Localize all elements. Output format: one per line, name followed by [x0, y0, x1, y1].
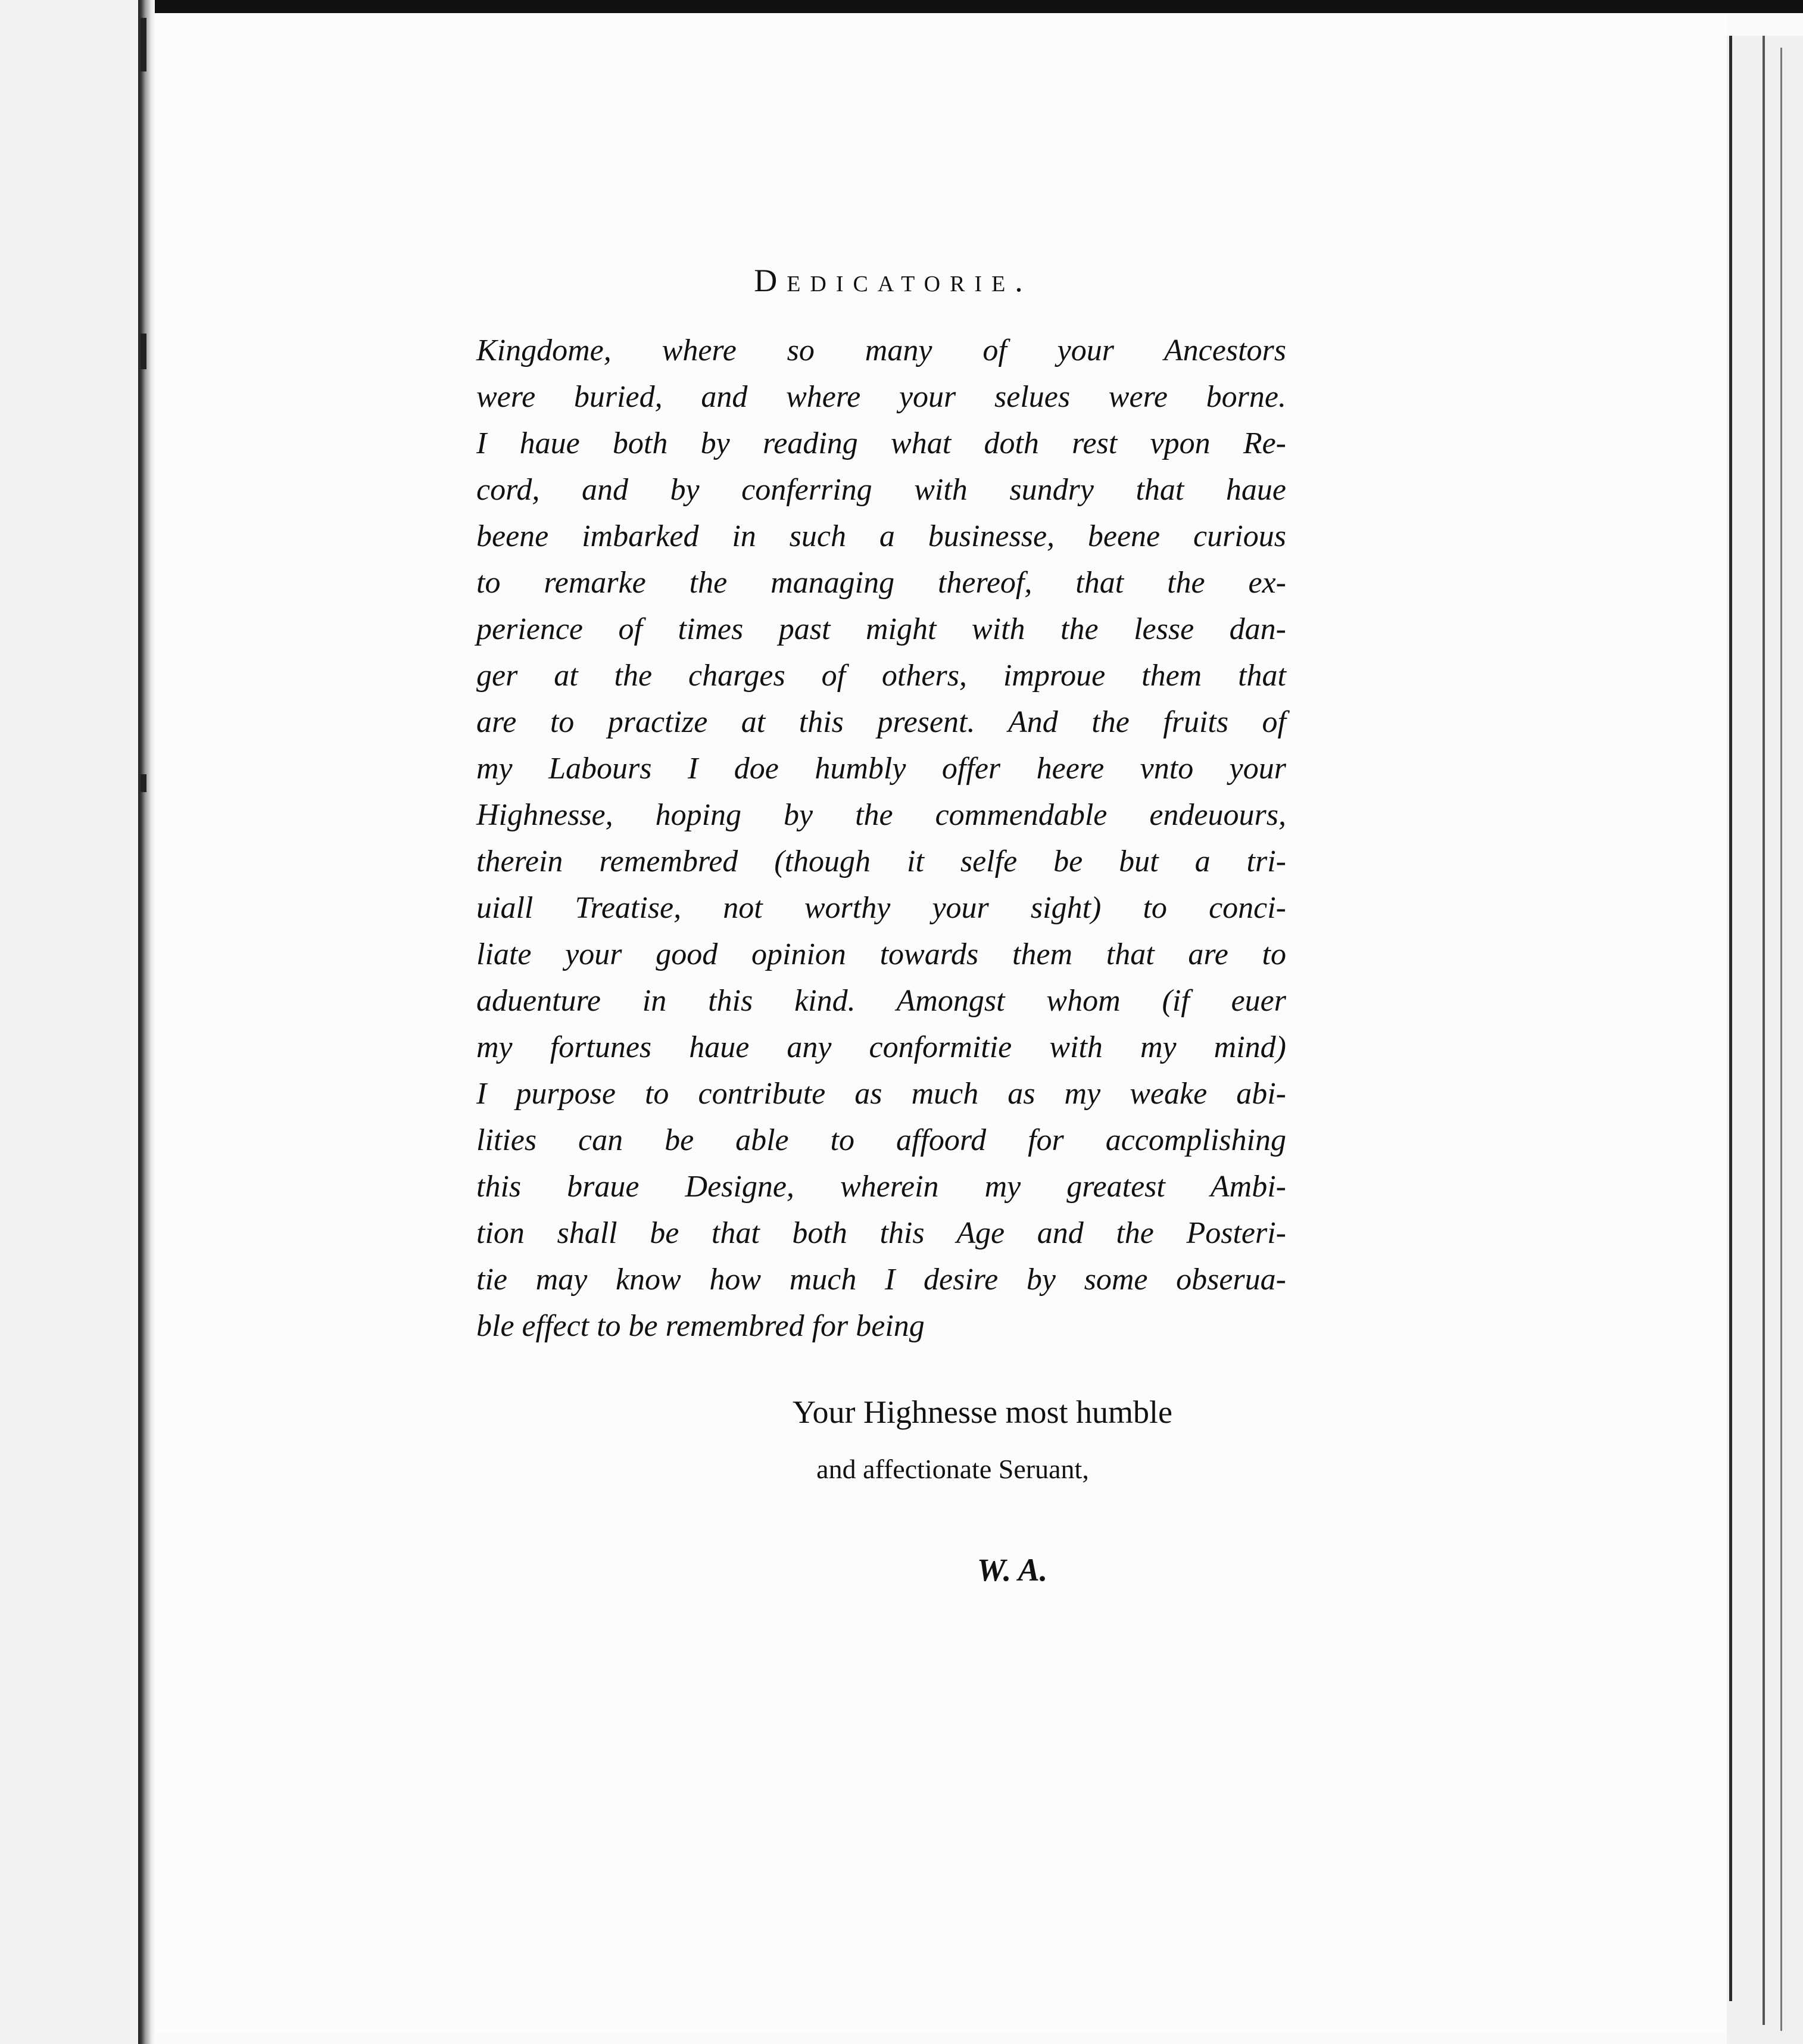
body-line: were buried, and where your selues were borne. — [476, 380, 1286, 414]
body-line: uiall Treatise, not worthy your sight) to conci- — [476, 891, 1286, 925]
page-edge-line — [1763, 36, 1765, 2025]
body-line: I purpose to contribute as much as my weake abi- — [476, 1077, 1286, 1111]
body-line: Highnesse, hoping by the commendable endeuours, — [476, 798, 1286, 832]
body-line: liate your good opinion towards them that are to — [476, 937, 1286, 971]
gutter-mark — [141, 774, 146, 792]
body-line: I haue both by reading what doth rest vpon Re- — [476, 426, 1286, 460]
page-stack-edge — [1727, 36, 1803, 2044]
body-line: lities can be able to affoord for accomplishing — [476, 1123, 1286, 1157]
body-line: therein remembred (though it selfe be but a tri- — [476, 845, 1286, 878]
book-gutter — [138, 0, 155, 2044]
body-line: tie may know how much I desire by some obserua- — [476, 1263, 1286, 1297]
body-line: perience of times past might with the lesse dan- — [476, 612, 1286, 646]
body-line: ble effect to be remembred for being — [476, 1309, 925, 1343]
page-edge-line — [1780, 48, 1782, 2031]
closing-servant: and affectionate Seruant, — [816, 1454, 1089, 1484]
gutter-mark — [141, 18, 146, 71]
signature-initials: W. A. — [977, 1552, 1048, 1588]
body-line: are to practize at this present. And the fruits of — [476, 705, 1286, 739]
page-edge-line — [1729, 36, 1732, 2001]
scan-top-border — [0, 0, 1803, 13]
gutter-mark — [141, 334, 146, 369]
page-heading: Dedicatorie. — [754, 263, 1032, 298]
body-line: Kingdome, where so many of your Ancestors — [476, 334, 1286, 367]
dedication-body — [476, 328, 1286, 1350]
body-line: cord, and by conferring with sundry that haue — [476, 473, 1286, 507]
body-line: aduenture in this kind. Amongst whom (if euer — [476, 984, 1286, 1018]
facing-page-edge — [0, 0, 138, 2044]
closing-salutation: Your Highnesse most humble — [792, 1394, 1173, 1430]
body-line: this braue Designe, wherein my greatest Ambi- — [476, 1170, 1286, 1204]
body-line: ger at the charges of others, improue them that — [476, 659, 1286, 693]
body-line: my fortunes haue any conformitie with my mind) — [476, 1030, 1286, 1064]
body-line: tion shall be that both this Age and the Posteri- — [476, 1216, 1286, 1250]
body-line: my Labours I doe humbly offer heere vnto your — [476, 752, 1286, 786]
body-line: to remarke the managing thereof, that the ex- — [476, 566, 1286, 600]
body-line: beene imbarked in such a businesse, beene curious — [476, 519, 1286, 553]
